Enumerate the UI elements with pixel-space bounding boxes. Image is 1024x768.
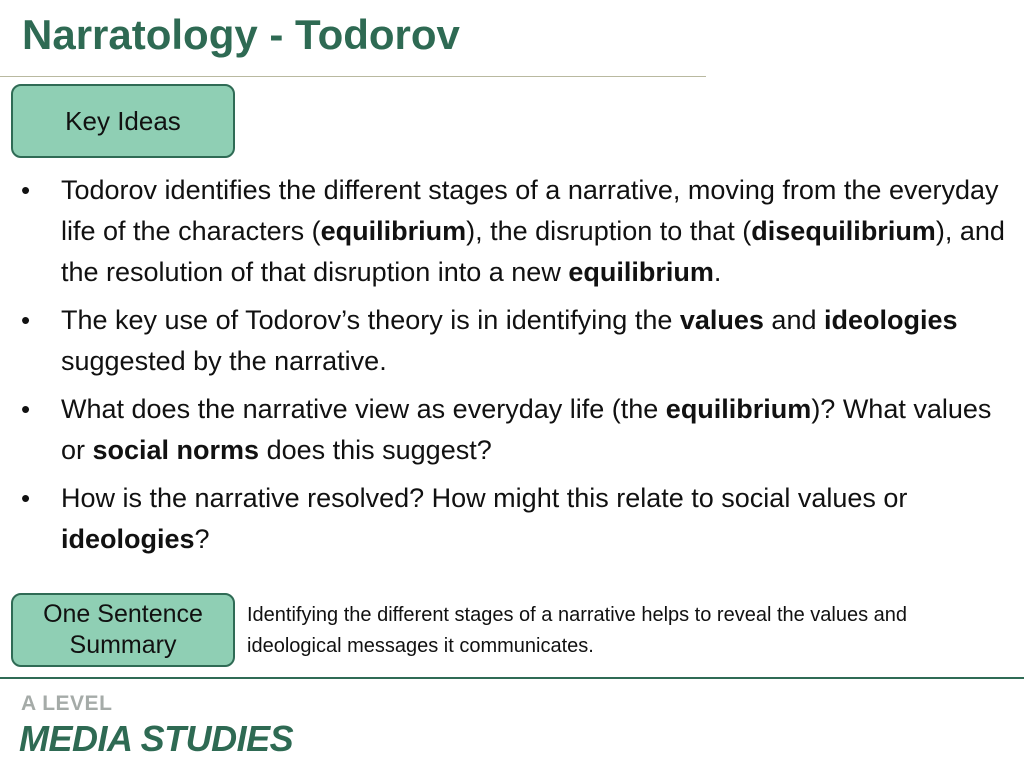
bullet-text: suggested by the narrative. [61, 346, 387, 376]
brand-level-text: A LEVEL [21, 692, 113, 715]
footer-divider [0, 677, 1024, 679]
bullet-text: and [763, 305, 824, 335]
bullet-keyword: equilibrium [568, 257, 714, 287]
bullet-text: How is the narrative resolved? How might this relate to social values or [61, 483, 908, 513]
bullet-dot-icon: • [21, 483, 31, 513]
brand-logo-text: MEDIA STUDIES [19, 718, 294, 759]
summary-label-line1: One Sentence [43, 599, 203, 628]
bullet-text: ), the disruption to that ( [466, 216, 752, 246]
bullet-keyword: disequilibrium [751, 216, 936, 246]
bullet-keyword: ideologies [823, 305, 958, 335]
bullet-item [20, 478, 1005, 560]
one-sentence-summary-badge [11, 593, 235, 667]
bullet-text: Todorov identifies the different stages of a narrative, moving from the everyday life of the characters ( [61, 175, 999, 246]
key-ideas-badge [11, 84, 235, 158]
bullet-dot-icon: • [21, 394, 31, 424]
bullet-dot-icon: • [21, 175, 31, 205]
summary-label-line2: Summary [69, 631, 177, 659]
title-divider [0, 76, 706, 77]
key-ideas-label: Key Ideas [65, 105, 181, 136]
bullet-text: ? [194, 524, 210, 554]
bullet-text: )? What values or [61, 394, 992, 465]
summary-text: Identifying the different stages of a narrative helps to reveal the values and ideological messages it communicates. [247, 604, 908, 657]
bullet-item [20, 300, 1005, 382]
bullet-text: The key use of Todorov’s theory is in identifying the [61, 305, 680, 335]
slide-title: Narratology - Todorov [22, 11, 460, 58]
bullet-dot-icon: • [21, 305, 31, 335]
bullet-item [20, 389, 1005, 471]
bullet-list [20, 170, 1005, 567]
bullet-text: What does the narrative view as everyday life (the [61, 394, 666, 424]
bullet-item [20, 170, 1005, 293]
bullet-keyword: equilibrium [665, 394, 812, 424]
bullet-keyword: values [679, 305, 764, 335]
bullet-text: does this suggest? [259, 435, 492, 465]
bullet-text: . [713, 257, 722, 287]
bullet-keyword: ideologies [61, 524, 195, 554]
bullet-keyword: social norms [92, 435, 260, 465]
bullet-text: ), and the resolution of that disruption into a new [61, 216, 1005, 287]
bullet-keyword: equilibrium [320, 216, 467, 246]
